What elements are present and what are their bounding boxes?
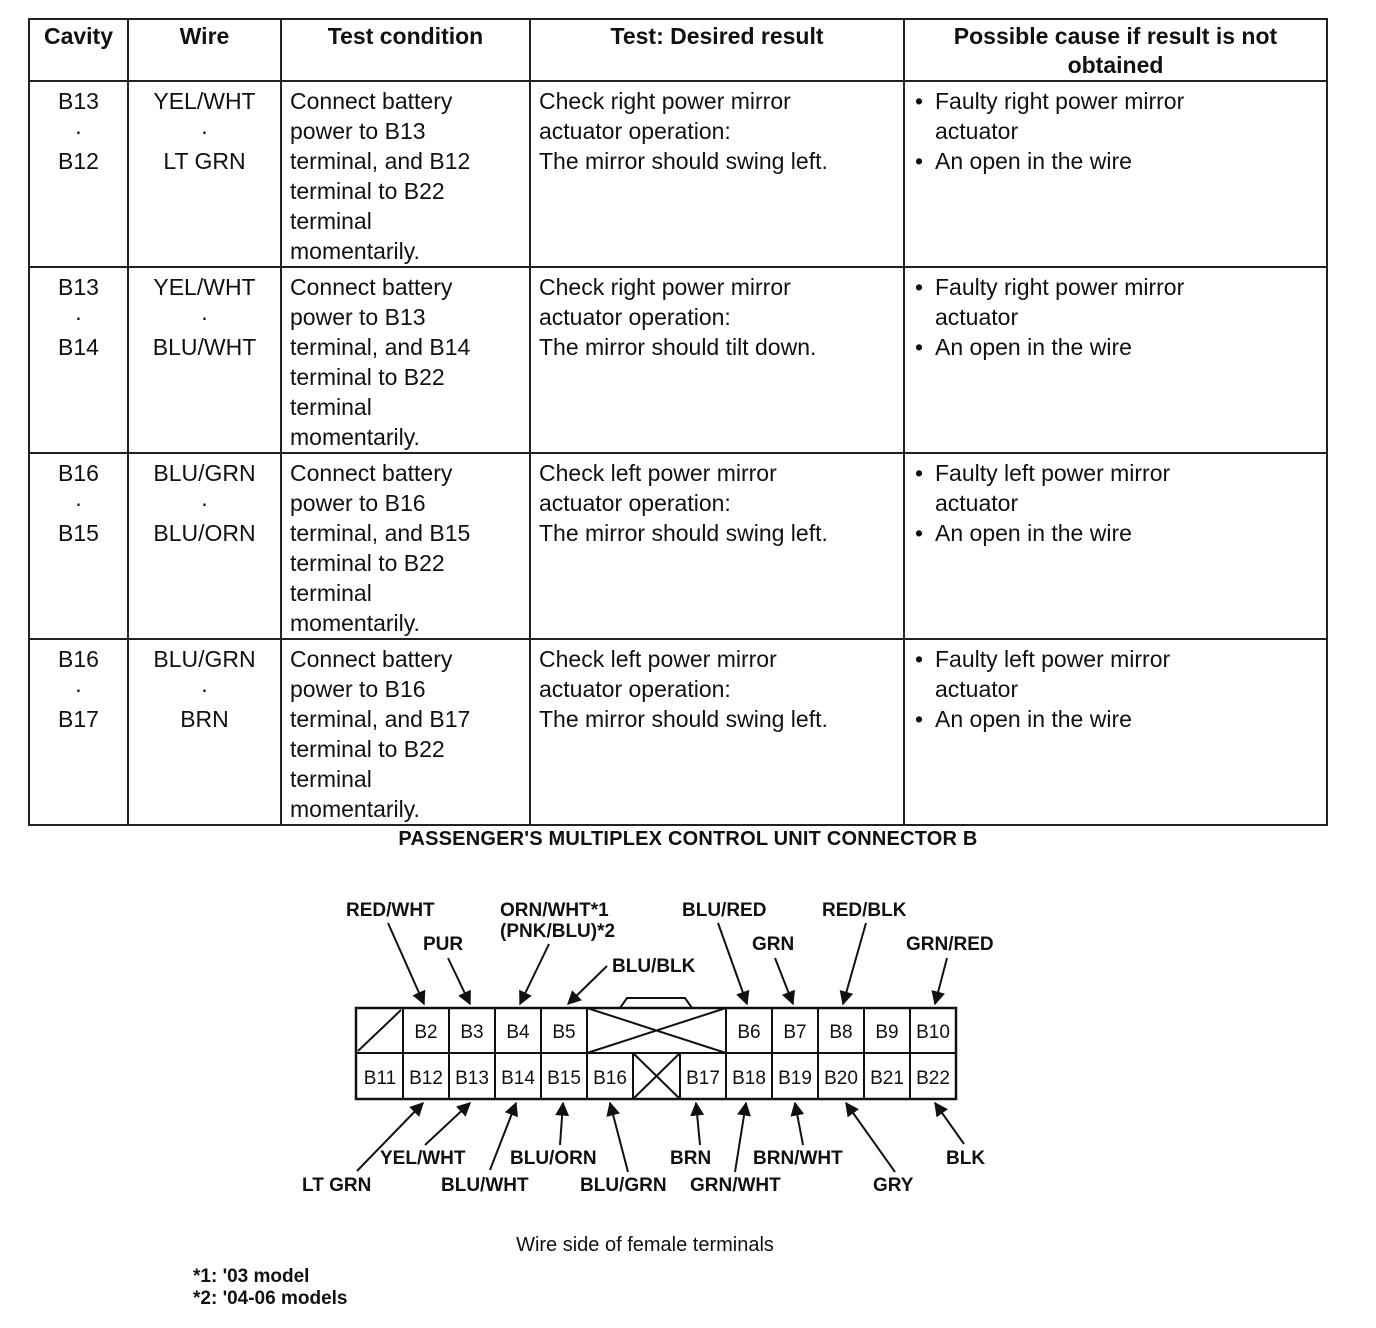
cause-line: • An open in the wire [935,148,1132,174]
cause-line: actuator [935,490,1019,516]
test-table [28,18,1328,826]
cause-line: • An open in the wire [935,334,1132,360]
cause-line: • Faulty right power mirror [935,274,1185,300]
separator-dot: · [74,304,83,330]
terminal-b22: B22 [916,1068,950,1089]
terminal-b20: B20 [824,1068,858,1089]
table-row [29,639,1327,825]
terminal-b21: B21 [870,1068,904,1089]
separator-dot: · [200,676,209,702]
wire-value: BLU/GRN [153,460,256,486]
cause-item [913,146,1318,176]
cause-list [913,458,1318,548]
condition-line: Connect battery [290,274,453,300]
cause-list [913,272,1318,362]
header-cavity: Cavity [29,19,128,81]
separator-dot: · [74,490,83,516]
wire-label-pnk-blu: (PNK/BLU)*2 [500,921,616,942]
cavity-cell [29,453,128,639]
condition-line: power to B16 [290,676,426,702]
wire-label-brn: BRN [670,1148,712,1169]
wire-label-blu-grn: BLU/GRN [580,1175,667,1196]
cause-item [913,332,1318,362]
terminal-b10: B10 [916,1022,950,1043]
wire-value: BLU/GRN [153,646,256,672]
separator-dot: · [200,304,209,330]
wire-value: BLU/ORN [153,520,256,546]
result-line: The mirror should swing left. [539,706,828,732]
header-possible-cause: Possible cause if result is not obtained [904,19,1327,81]
wire-cell [128,267,281,453]
wire-label-yel-wht: YEL/WHT [380,1148,466,1169]
terminal-b2: B2 [414,1022,438,1043]
terminal-b5: B5 [552,1022,576,1043]
wire-label-grn: GRN [752,934,795,955]
terminal-b7: B7 [783,1022,807,1043]
wire-label-blu-red: BLU/RED [682,900,767,921]
condition-line: momentarily. [290,610,420,636]
condition-cell [281,639,530,825]
wire-label-blu-orn: BLU/ORN [510,1148,597,1169]
terminal-b8: B8 [829,1022,853,1043]
wire-label-blk: BLK [946,1148,986,1169]
cavity-cell [29,639,128,825]
terminal-b11: B11 [363,1068,397,1089]
condition-line: Connect battery [290,460,453,486]
wire-cell [128,639,281,825]
separator-dot: · [74,676,83,702]
terminal-b9: B9 [875,1022,899,1043]
cause-line: • An open in the wire [935,520,1132,546]
wire-label-grn-red: GRN/RED [906,934,994,955]
table-row [29,267,1327,453]
result-line: The mirror should swing left. [539,148,828,174]
terminal-b12: B12 [409,1068,443,1089]
terminal-b13: B13 [455,1068,489,1089]
cause-list [913,86,1318,176]
cause-item [913,644,1318,704]
condition-line: terminal [290,580,372,606]
cause-line: actuator [935,304,1019,330]
table-row [29,453,1327,639]
wire-label-lt-grn: LT GRN [302,1175,372,1196]
condition-line: power to B13 [290,118,426,144]
result-line: The mirror should swing left. [539,520,828,546]
cavity-value: B17 [58,706,99,732]
header-desired-result: Test: Desired result [530,19,904,81]
cause-item [913,704,1318,734]
cause-item [913,272,1318,332]
result-line: Check left power mirror [539,460,777,486]
cause-list [913,644,1318,734]
wire-label-orn-wht: ORN/WHT*1 [500,900,609,921]
cause-item [913,518,1318,548]
result-cell [530,81,904,267]
condition-line: terminal [290,766,372,792]
wire-label-red-blk: RED/BLK [822,900,907,921]
result-line: actuator operation: [539,304,731,330]
cavity-value: B16 [58,460,99,486]
wire-label-grn-wht: GRN/WHT [690,1175,781,1196]
table-row [29,81,1327,267]
wire-cell [128,81,281,267]
condition-line: momentarily. [290,796,420,822]
condition-cell [281,81,530,267]
condition-line: Connect battery [290,88,453,114]
result-cell [530,267,904,453]
condition-line: terminal, and B15 [290,520,471,546]
separator-dot: · [74,118,83,144]
wire-label-red-wht: RED/WHT [346,900,435,921]
cause-line: • An open in the wire [935,706,1132,732]
cause-cell [904,453,1327,639]
cavity-value: B12 [58,148,99,174]
wire-label-gry: GRY [873,1175,914,1196]
cause-cell [904,81,1327,267]
terminal-b15: B15 [547,1068,581,1089]
terminal-b3: B3 [460,1022,484,1043]
cause-item [913,458,1318,518]
terminal-b6: B6 [737,1022,761,1043]
result-line: actuator operation: [539,118,731,144]
cavity-cell [29,267,128,453]
condition-line: terminal to B22 [290,364,445,390]
terminal-b16: B16 [593,1068,627,1089]
header-wire: Wire [128,19,281,81]
condition-line: power to B16 [290,490,426,516]
diagram-caption: Wire side of female terminals [516,1234,774,1256]
wire-label-brn-wht: BRN/WHT [753,1148,843,1169]
wire-cell [128,453,281,639]
wire-value: BRN [180,706,229,732]
wire-label-pur: PUR [423,934,464,955]
cause-item [913,86,1318,146]
result-line: actuator operation: [539,676,731,702]
cause-line: • Faulty right power mirror [935,88,1185,114]
result-line: Check left power mirror [539,646,777,672]
wire-label-blu-wht: BLU/WHT [441,1175,529,1196]
result-line: actuator operation: [539,490,731,516]
cause-line: actuator [935,118,1019,144]
connector-diagram [0,880,1376,1220]
cause-line: • Faulty left power mirror [935,460,1171,486]
condition-line: terminal [290,208,372,234]
terminal-b19: B19 [778,1068,812,1089]
table-header-row [29,19,1327,81]
condition-line: power to B13 [290,304,426,330]
wire-value: LT GRN [163,148,246,174]
condition-line: momentarily. [290,238,420,264]
cavity-cell [29,81,128,267]
terminal-b14: B14 [501,1068,535,1089]
condition-line: terminal, and B12 [290,148,471,174]
cavity-value: B14 [58,334,99,360]
cavity-value: B13 [58,274,99,300]
header-test-condition: Test condition [281,19,530,81]
condition-cell [281,267,530,453]
condition-line: terminal [290,394,372,420]
result-cell [530,639,904,825]
cavity-value: B13 [58,88,99,114]
connector-key-tab [620,998,692,1008]
separator-dot: · [200,490,209,516]
result-line: Check right power mirror [539,274,791,300]
condition-line: terminal to B22 [290,736,445,762]
result-cell [530,453,904,639]
footnote-1: *1: '03 model [193,1266,310,1287]
condition-line: Connect battery [290,646,453,672]
condition-line: terminal to B22 [290,550,445,576]
cause-cell [904,267,1327,453]
result-line: The mirror should tilt down. [539,334,817,360]
condition-line: terminal to B22 [290,178,445,204]
condition-line: terminal, and B14 [290,334,471,360]
terminal-b4: B4 [506,1022,530,1043]
cavity-value: B16 [58,646,99,672]
wire-value: YEL/WHT [153,274,256,300]
condition-cell [281,453,530,639]
wire-value: BLU/WHT [152,334,257,360]
result-line: Check right power mirror [539,88,791,114]
connector-title: PASSENGER'S MULTIPLEX CONTROL UNIT CONNECTOR B [398,828,978,850]
cause-line: actuator [935,676,1019,702]
wire-value: YEL/WHT [153,88,256,114]
cause-cell [904,639,1327,825]
terminal-b17: B17 [686,1068,720,1089]
separator-dot: · [200,118,209,144]
condition-line: momentarily. [290,424,420,450]
wire-label-blu-blk: BLU/BLK [612,956,696,977]
cavity-value: B15 [58,520,99,546]
cause-line: • Faulty left power mirror [935,646,1171,672]
condition-line: terminal, and B17 [290,706,471,732]
footnote-2: *2: '04-06 models [193,1288,348,1309]
terminal-b18: B18 [732,1068,766,1089]
